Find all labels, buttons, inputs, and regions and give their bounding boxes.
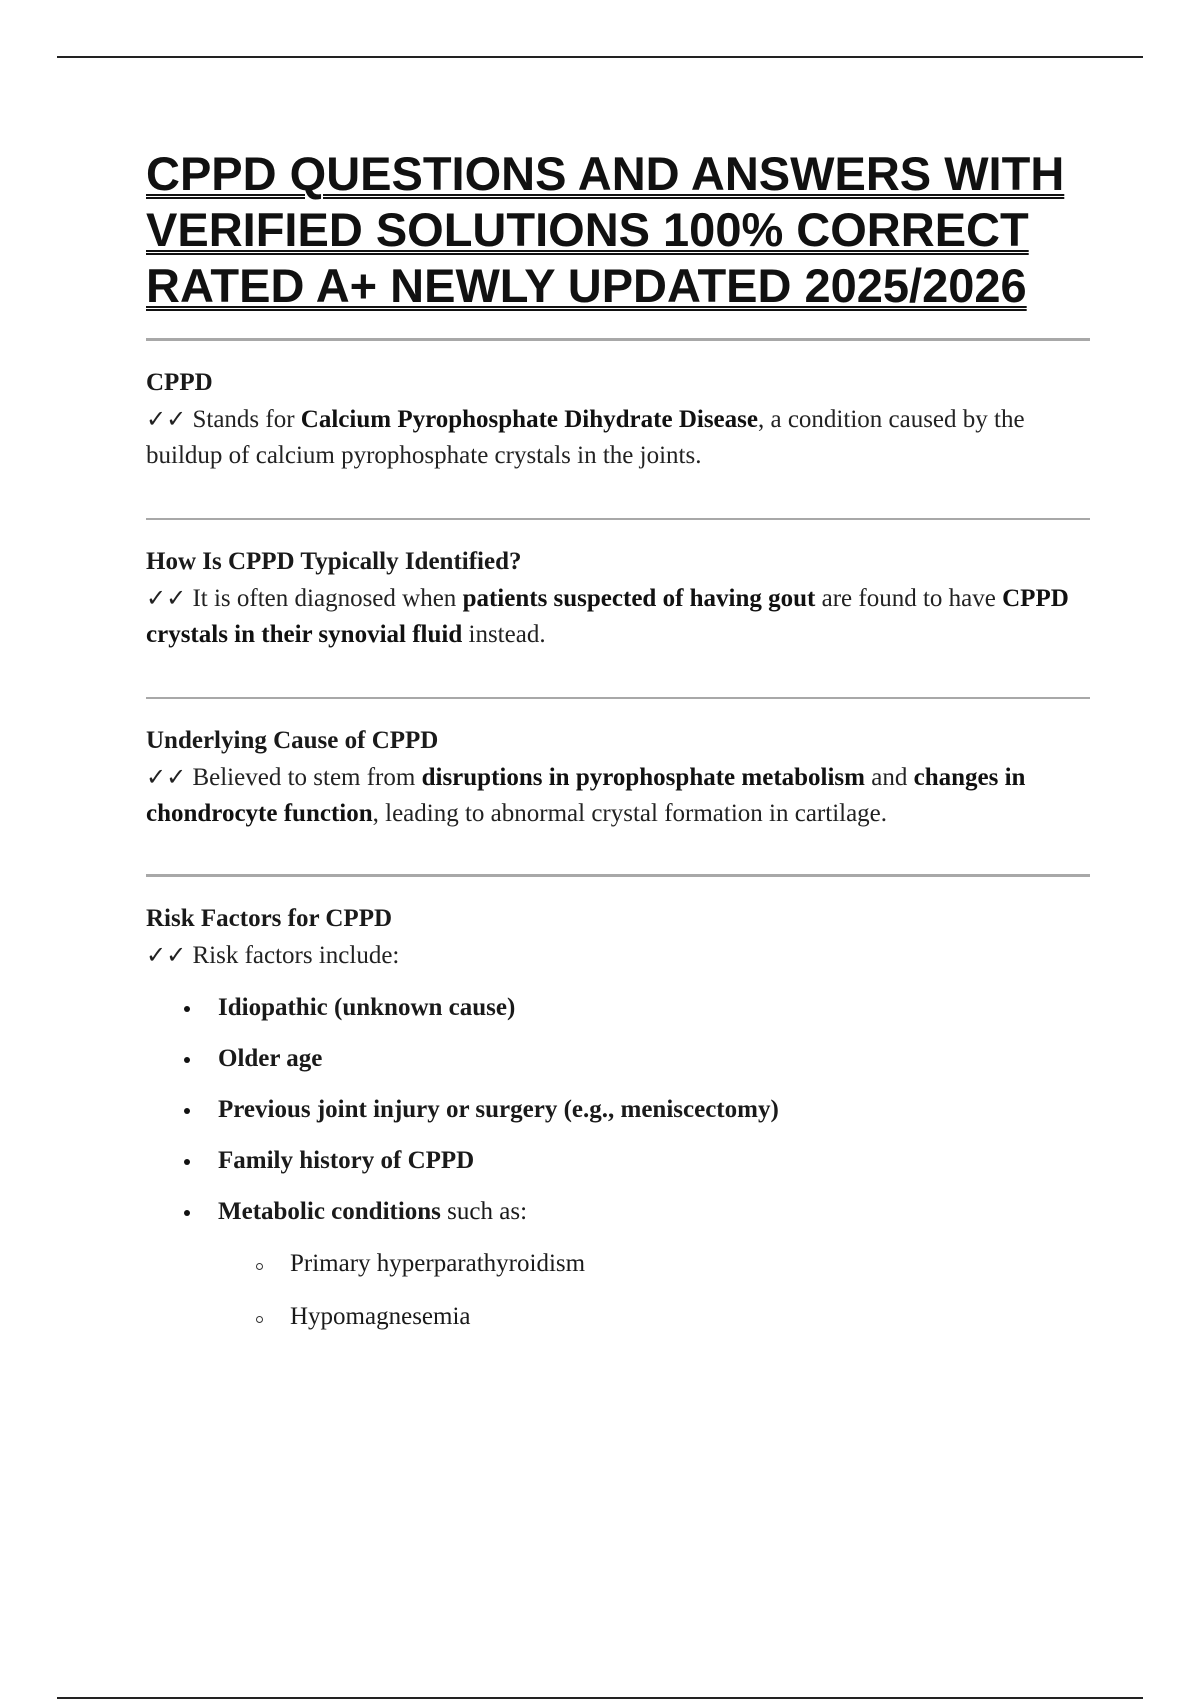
- check-icon: ✓✓: [146, 584, 187, 612]
- section-divider: [146, 518, 1090, 520]
- answer-segment: instead.: [462, 621, 546, 648]
- answer-segment: , a condition caused by the buildup of calcium pyrophosphate crystals in the joints.: [146, 406, 1025, 469]
- qa-item: [146, 544, 1090, 653]
- risk-factor-list: [146, 990, 1090, 1335]
- qa-item: [146, 365, 1090, 474]
- section-divider: [146, 697, 1090, 699]
- section-divider: [146, 874, 1090, 877]
- sub-list-item: Hypomagnesemia: [254, 1299, 1090, 1335]
- sub-list-item: Primary hyperparathyroidism: [254, 1246, 1090, 1282]
- answer-segment: It is often diagnosed when: [186, 585, 463, 612]
- answer-segment: Believed to stem from: [186, 764, 422, 791]
- answer-segment: , leading to abnormal crystal formation in cartilage.: [372, 800, 888, 827]
- list-item: [182, 1143, 1090, 1179]
- qa-item: [146, 901, 1090, 1335]
- list-item: [182, 1041, 1090, 1077]
- list-item-bold: Metabolic conditions: [218, 1198, 441, 1225]
- check-icon: ✓✓: [146, 941, 187, 969]
- answer-segment: and: [865, 764, 914, 791]
- answer-emphasis: changes in chondrocyte function: [146, 764, 1026, 827]
- document-body: [146, 146, 1090, 1352]
- list-item: [182, 990, 1090, 1026]
- page-bottom-rule: [57, 1697, 1143, 1699]
- answer-emphasis: disruptions in pyrophosphate metabolism: [421, 764, 865, 791]
- list-item-bold: Family history of CPPD: [218, 1147, 475, 1174]
- question-text: How Is CPPD Typically Identified?: [146, 548, 522, 575]
- answer-text: [146, 401, 1090, 474]
- document-title: CPPD QUESTIONS AND ANSWERS WITH VERIFIED SOLUTIONS 100% CORRECT RATED A+ NEWLY UPDATED 2025/2026: [146, 147, 1065, 312]
- question-text: Risk Factors for CPPD: [146, 905, 393, 932]
- page-top-rule: [57, 56, 1143, 58]
- answer-text: [146, 759, 1090, 832]
- list-item: [182, 1092, 1090, 1128]
- answer-segment: Stands for: [186, 406, 301, 433]
- question-text: CPPD: [146, 369, 213, 396]
- question-text: Underlying Cause of CPPD: [146, 727, 439, 754]
- section-divider: [146, 338, 1090, 341]
- metabolic-conditions-sublist: [218, 1246, 1090, 1335]
- check-icon: ✓✓: [146, 763, 187, 791]
- list-item-bold: Older age: [218, 1045, 323, 1072]
- answer-segment: are found to have: [815, 585, 1003, 612]
- answer-emphasis: CPPD crystals in their synovial fluid: [146, 585, 1069, 648]
- answer-text: [146, 580, 1090, 653]
- list-item-bold: Previous joint injury or surgery (e.g., meniscectomy): [218, 1096, 779, 1123]
- answer-emphasis: patients suspected of having gout: [462, 585, 816, 612]
- list-item-bold: Idiopathic (unknown cause): [218, 994, 516, 1021]
- answer-emphasis: Calcium Pyrophosphate Dihydrate Disease: [300, 406, 758, 433]
- list-item-text: such as:: [440, 1198, 528, 1225]
- list-item: [182, 1194, 1090, 1335]
- qa-item: [146, 723, 1090, 832]
- answer-segment: Risk factors include:: [186, 942, 400, 969]
- answer-text: [146, 937, 1090, 974]
- check-icon: ✓✓: [146, 405, 187, 433]
